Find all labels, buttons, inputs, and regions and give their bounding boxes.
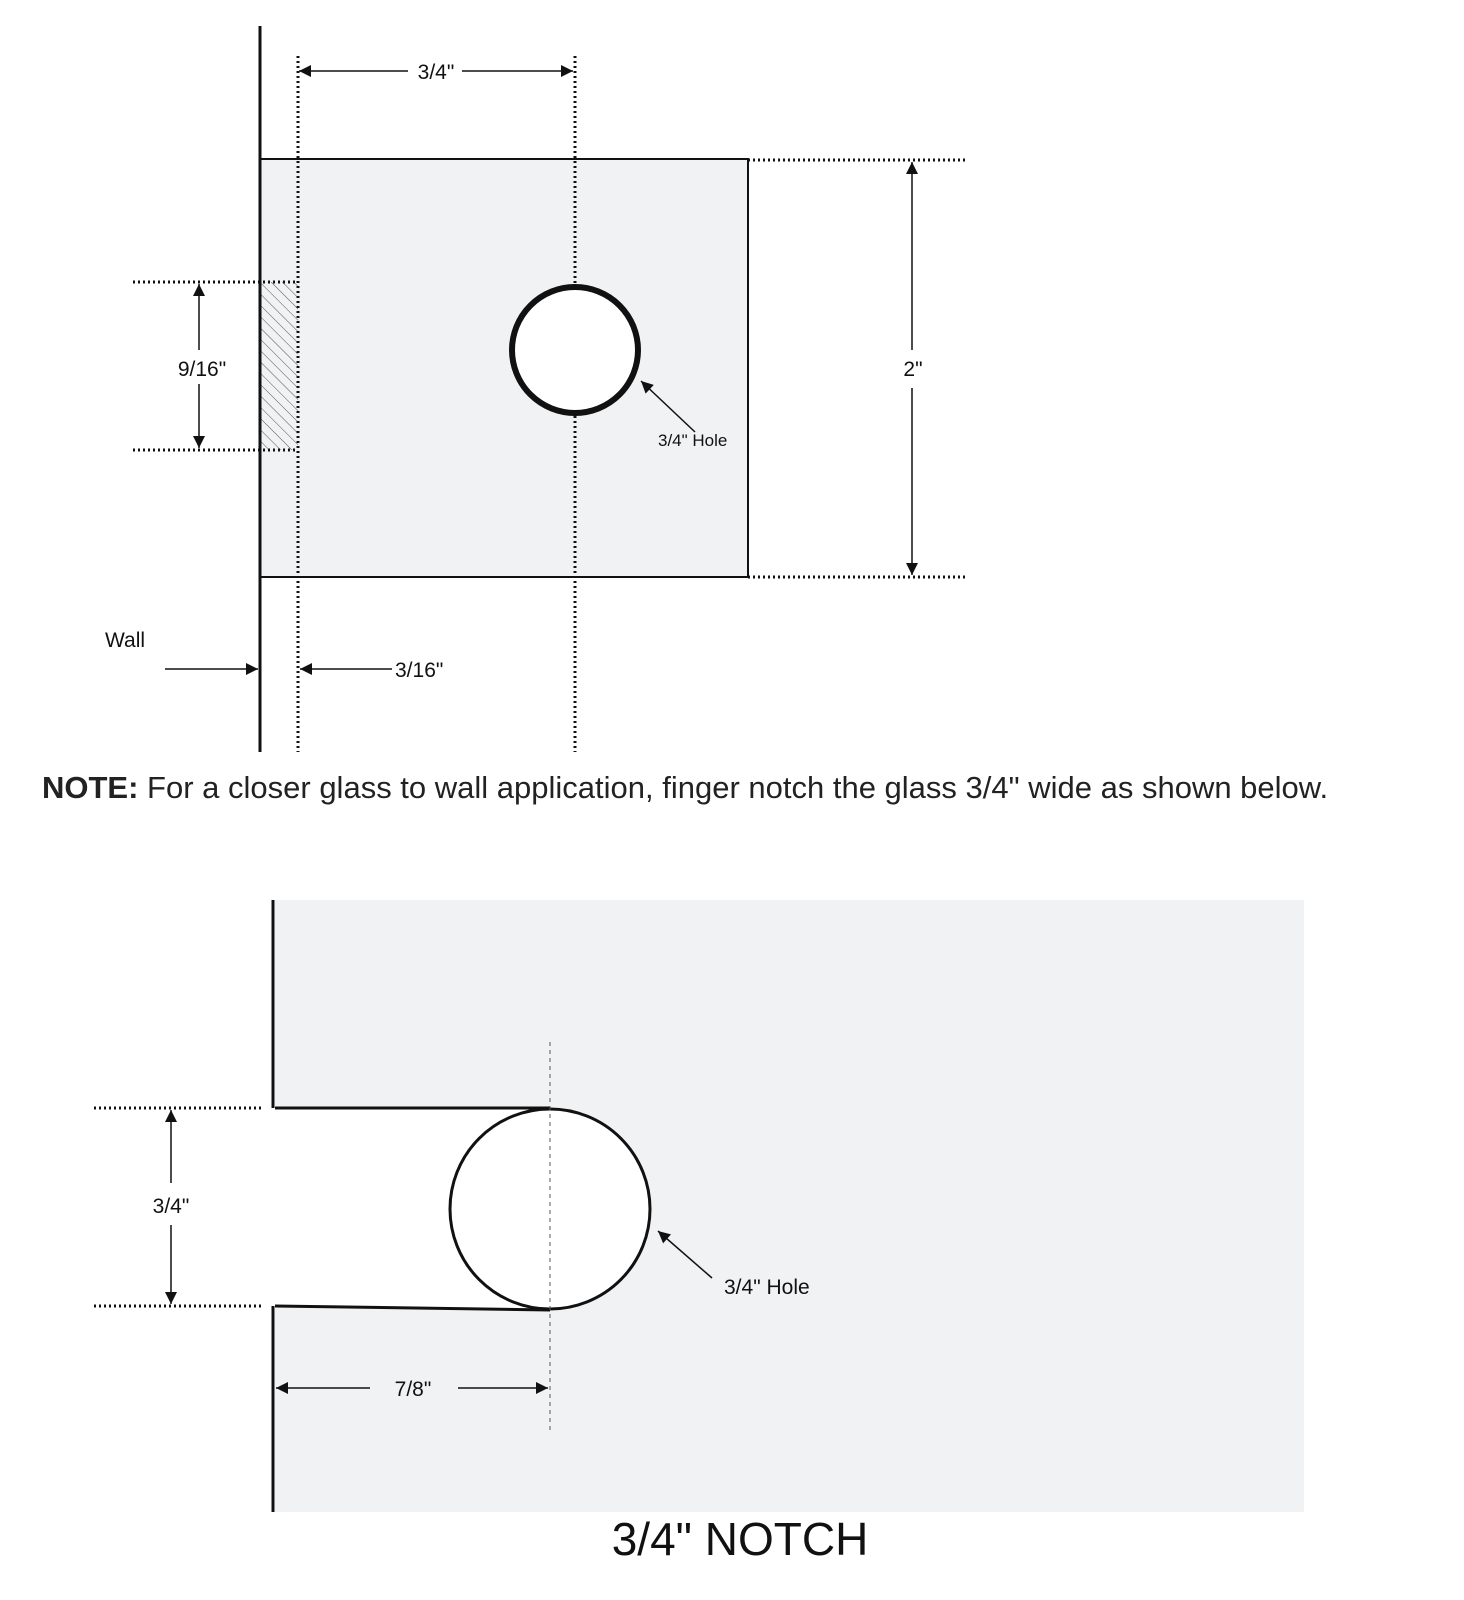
hatched-notch: [261, 282, 298, 450]
hole-circle: [512, 287, 638, 413]
width-dim-label: 3/4": [417, 61, 455, 84]
bottom-diagram: [94, 900, 1304, 1512]
diagram-title: 3/4" NOTCH: [611, 1513, 869, 1565]
top-diagram: [105, 26, 966, 752]
notch-dim-label: 9/16": [177, 358, 227, 381]
notched-glass-plate: [275, 900, 1304, 1512]
glass-plate: [260, 159, 748, 577]
notch-depth-label: 7/8": [394, 1378, 432, 1401]
wall-label: Wall: [105, 629, 146, 652]
note-prefix: NOTE:: [42, 770, 139, 805]
height-dim-label: 2": [903, 358, 923, 381]
offset-label: 3/16": [395, 659, 444, 682]
hole-label: 3/4" Hole: [658, 431, 728, 450]
note-body: For a closer glass to wall application, finger notch the glass 3/4" wide as shown below.: [138, 770, 1329, 805]
notch-height-label: 3/4": [152, 1195, 190, 1218]
notch-hole-label: 3/4" Hole: [724, 1276, 810, 1299]
note-text: [42, 770, 1442, 806]
